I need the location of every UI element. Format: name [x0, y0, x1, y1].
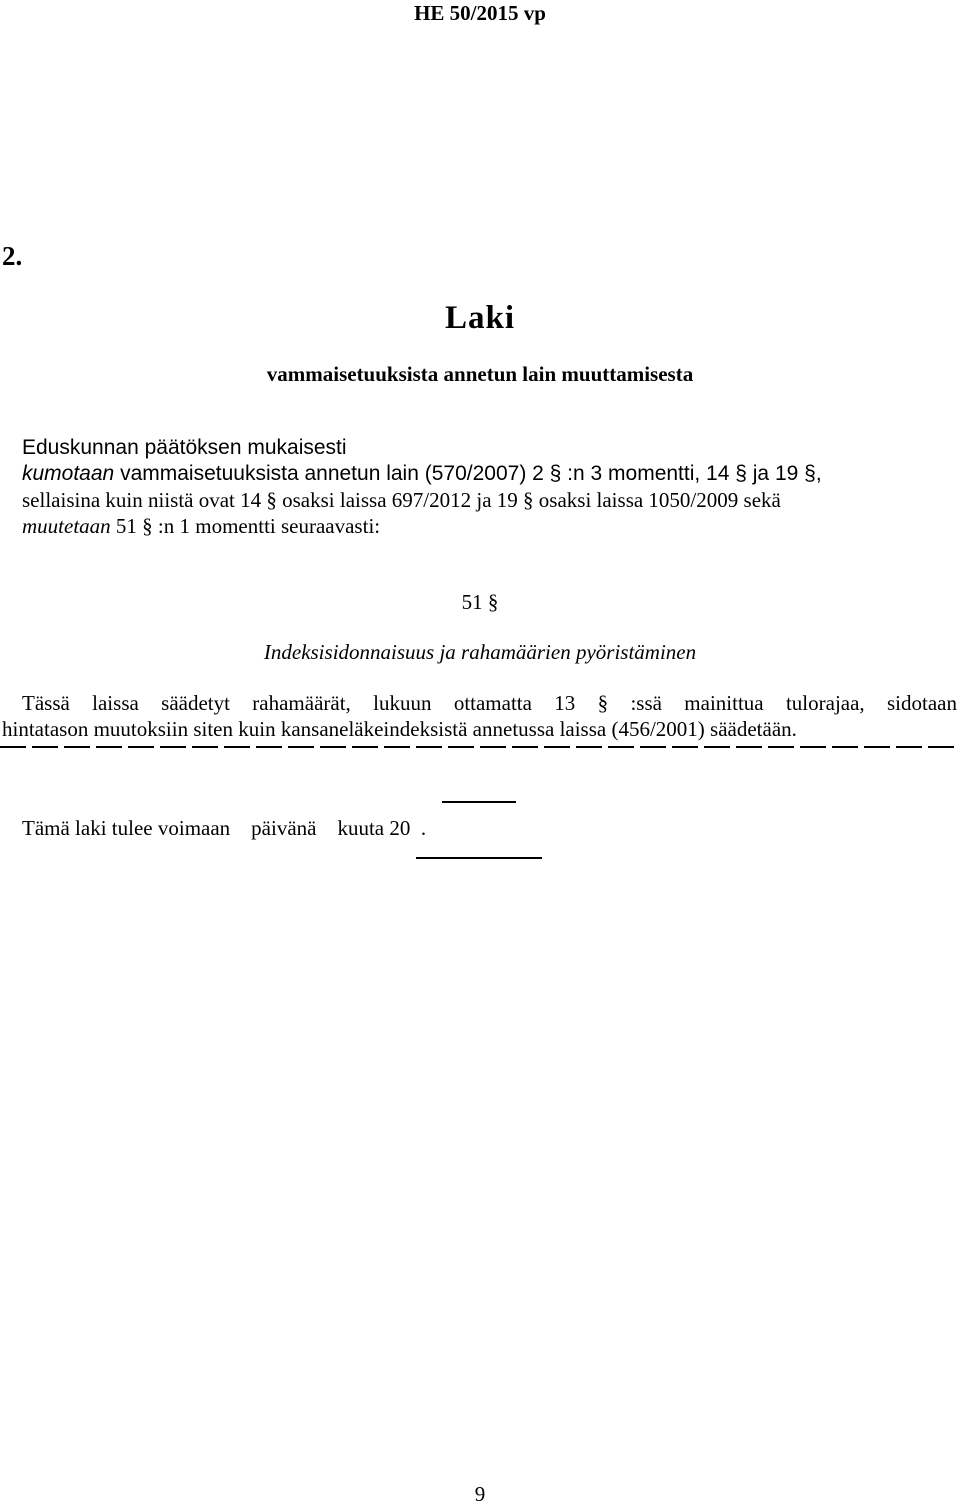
preamble-intro: Eduskunnan päätöksen mukaisesti [22, 436, 347, 459]
section-body-line-2: hintatason muutoksiin siten kuin kansaneläkeindeksistä annetussa laissa (456/2001) säädetään. [2, 717, 797, 741]
document-header: HE 50/2015 vp [414, 1, 546, 25]
section-heading-title: Indeksisidonnaisuus ja rahamäärien pyöristäminen [263, 640, 697, 664]
enactment-clause: Tämä laki tulee voimaan päivänä kuuta 20 . [22, 816, 427, 840]
signature-rule-bottom [416, 857, 542, 859]
preamble-line-repeal [22, 461, 822, 487]
signature-rule-top [442, 801, 516, 803]
section-body-line-1: Tässä laissa säädetyt rahamäärät, lukuun ottamatta 13 § :ssä mainittua tulorajaa, sidotaan [22, 691, 957, 715]
repeal-keyword: kumotaan [22, 462, 115, 485]
law-title: Laki [444, 300, 516, 336]
law-subtitle: vammaisetuuksista annetun lain muuttamisesta [266, 362, 694, 386]
section-number: 2. [2, 241, 23, 271]
page-number: 9 [474, 1482, 486, 1506]
dashed-separator [0, 746, 960, 748]
repeal-text: vammaisetuuksista annetun lain (570/2007) 2 § :n 3 momentti, 14 § ja 19 §, [114, 462, 822, 485]
amend-keyword: muutetaan [22, 514, 111, 538]
preamble-line-amendments: sellaisina kuin niistä ovat 14 § osaksi laissa 697/2012 ja 19 § osaksi laissa 1050/2009 sekä [22, 488, 781, 512]
section-heading-number: 51 § [461, 590, 499, 614]
amend-text: 51 § :n 1 momentti seuraavasti: [110, 514, 381, 538]
preamble-line-amend [22, 513, 380, 539]
